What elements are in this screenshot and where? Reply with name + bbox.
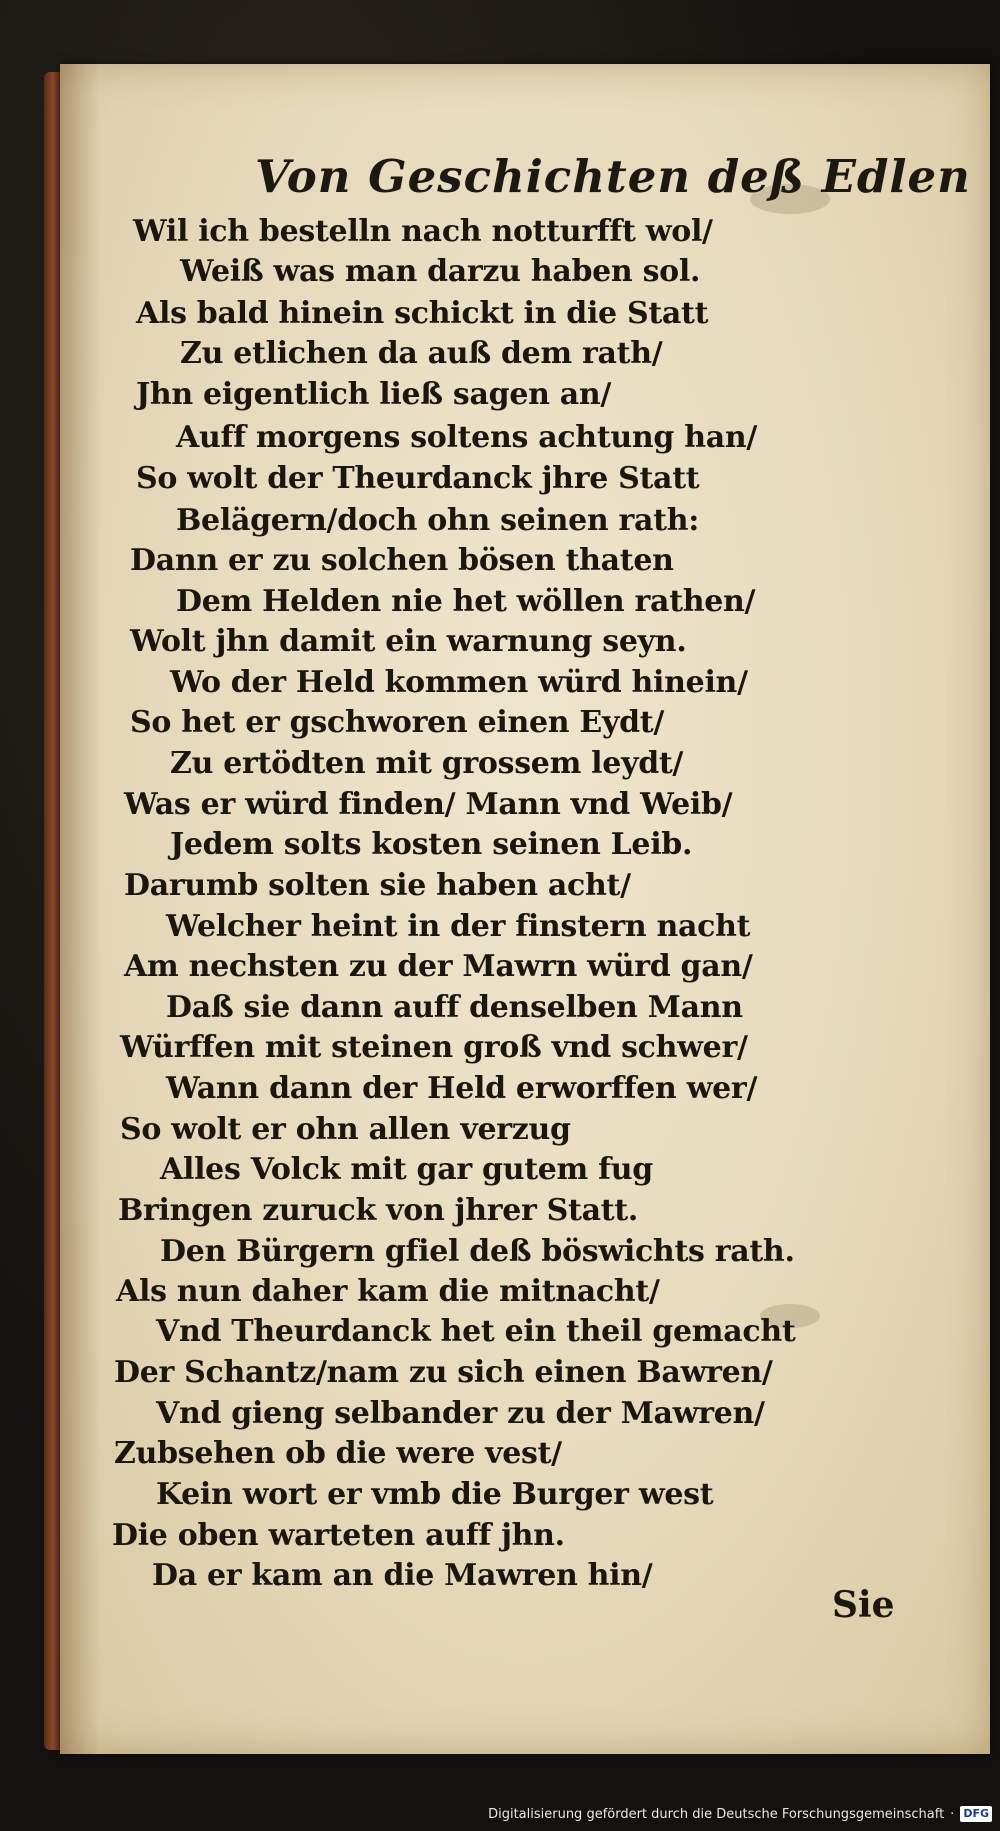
verse-line: So het er gschworen einen Eydt/ (130, 705, 665, 740)
verse-line: Kein wort er vmb die Burger west (156, 1477, 714, 1512)
verse-line: Darumb solten sie haben acht/ (124, 868, 631, 903)
verse-line: Die oben warteten auff jhn. (112, 1518, 565, 1553)
dfg-logo-icon: DFG (960, 1806, 992, 1822)
verse-line: Als nun daher kam die mitnacht/ (116, 1274, 660, 1309)
verse-line: So wolt der Theurdanck jhre Statt (136, 461, 700, 496)
verse-line: Zubsehen ob die were vest/ (114, 1436, 562, 1471)
verse-line: Da er kam an die Mawren hin/ (152, 1558, 653, 1593)
verse-line: Vnd gieng selbander zu der Mawren/ (156, 1396, 765, 1431)
verse-line: Vnd Theurdanck het ein theil gemacht (156, 1314, 796, 1349)
verse-line: Was er würd finden/ Mann vnd Weib/ (124, 787, 733, 822)
catchword: Sie (832, 1584, 895, 1626)
verse-line: So wolt er ohn allen verzug (120, 1112, 571, 1147)
verse-line: Dem Helden nie het wöllen rathen/ (176, 584, 756, 619)
verse-line: Zu etlichen da auß dem rath/ (180, 336, 663, 371)
verse-line: Jedem solts kosten seinen Leib. (170, 827, 693, 862)
verse-line: Auff morgens soltens achtung han/ (176, 420, 758, 455)
verse-line: Am nechsten zu der Mawrn würd gan/ (124, 949, 753, 984)
verse-line: Bringen zuruck von jhrer Statt. (118, 1193, 638, 1228)
credit-text: Digitalisierung gefördert durch die Deutsche Forschungsgemeinschaft (488, 1806, 945, 1822)
verse-line: Den Bürgern gfiel deß böswichts rath. (160, 1234, 795, 1269)
verse-line: Zu ertödten mit grossem leydt/ (170, 746, 684, 781)
verse-line: Welcher heint in der finstern nacht (166, 909, 751, 944)
verse-line: Weiß was man darzu haben sol. (180, 254, 701, 289)
verse-line: Wo der Held kommen würd hinein/ (170, 665, 748, 700)
verse-line: Der Schantz/nam zu sich einen Bawren/ (114, 1355, 773, 1390)
verse-line: Wann dann der Held erworffen wer/ (166, 1071, 758, 1106)
verse-line: Als bald hinein schickt in die Statt (136, 296, 709, 331)
verse-line: Alles Volck mit gar gutem fug (160, 1152, 653, 1187)
verse-line: Jhn eigentlich ließ sagen an/ (136, 377, 612, 412)
digitization-credit (488, 1801, 992, 1827)
verse-line: Daß sie dann auff denselben Mann (166, 990, 743, 1025)
verse-line: Wolt jhn damit ein warnung seyn. (130, 624, 687, 659)
verse-line: Wil ich bestelln nach notturfft wol/ (133, 214, 713, 249)
verse-line: Würffen mit steinen groß vnd schwer/ (120, 1030, 748, 1065)
verse-line: Dann er zu solchen bösen thaten (130, 543, 674, 578)
credit-separator: · (950, 1806, 955, 1822)
verse-line: Belägern/doch ohn seinen rath: (176, 503, 700, 538)
running-head: Von Geschichten deß Edlen (255, 150, 971, 203)
